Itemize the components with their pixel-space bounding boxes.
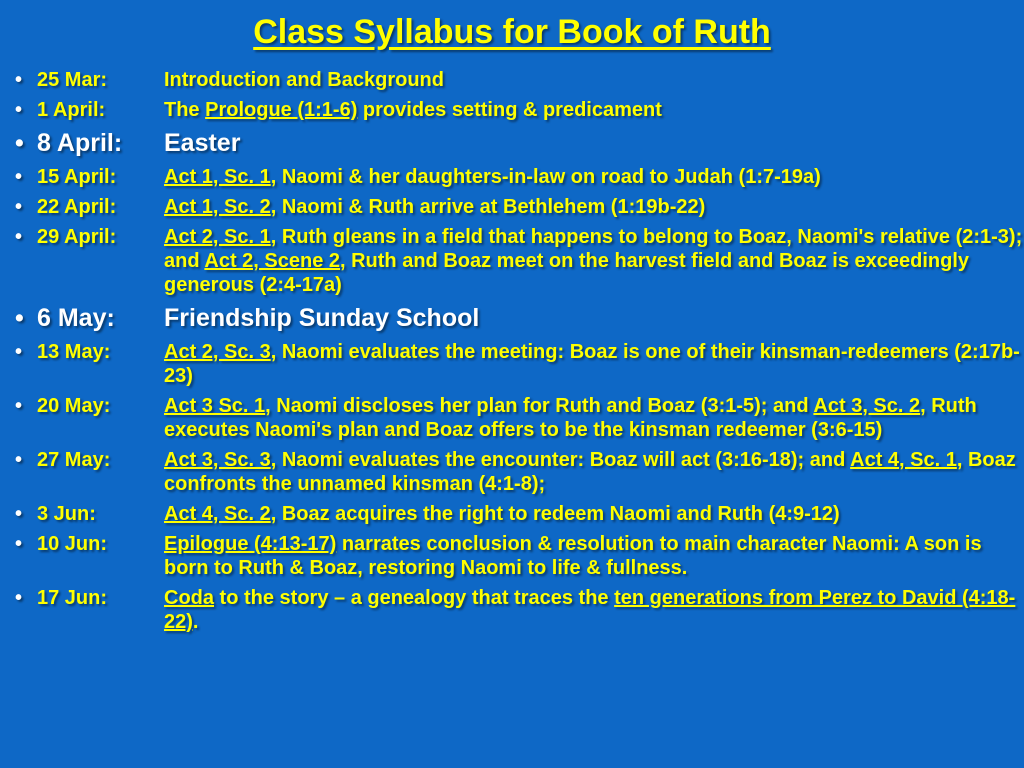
description-text: , Naomi & her daughters-in-law on road to Judah (1:7-19a) [270, 166, 821, 188]
syllabus-description [164, 502, 1024, 526]
description-text: , Ruth and Boaz meet on the harvest field and Boaz is exceedingly generous (2:4-17a) [164, 250, 970, 296]
syllabus-item [0, 532, 1024, 580]
description-text: Friendship Sunday School [164, 304, 480, 332]
syllabus-description [164, 303, 1024, 334]
bullet-icon: • [15, 587, 23, 609]
syllabus-date: 29 April: [37, 226, 117, 248]
description-text: narrates conclusion & resolution to main character Naomi: A son is born to Ruth & Boaz, restoring Naomi to life & fullness. [164, 533, 982, 579]
syllabus-item [0, 448, 1024, 496]
passage-reference: Act 4, Sc. 2 [164, 503, 271, 525]
passage-reference: Act 2, Sc. 1 [164, 226, 271, 248]
passage-reference: Act 3, Sc. 2 [813, 395, 921, 417]
syllabus-description [164, 225, 1024, 297]
description-text: , Naomi evaluates the encounter: Boaz will act (3:16-18); and [270, 449, 851, 471]
passage-reference: Act 4, Sc. 1 [850, 449, 957, 471]
passage-reference: Act 2, Sc. 3 [164, 341, 271, 363]
syllabus-item [0, 195, 1024, 219]
syllabus-description [164, 98, 1024, 122]
syllabus-date: 13 May: [37, 341, 111, 363]
description-text: provides setting & predicament [357, 99, 662, 121]
syllabus-description [164, 165, 1024, 189]
description-text: The [164, 99, 206, 121]
syllabus-item [0, 394, 1024, 442]
description-text: . [192, 611, 199, 633]
passage-reference: Act 3, Sc. 3 [164, 449, 271, 471]
syllabus-description [164, 586, 1024, 634]
bullet-icon: • [15, 166, 23, 188]
bullet-icon: • [15, 196, 23, 218]
bullet-icon: • [15, 304, 24, 332]
syllabus-description [164, 394, 1024, 442]
syllabus-item [0, 68, 1024, 92]
description-text: Introduction and Background [164, 69, 444, 91]
syllabus-description [164, 340, 1024, 388]
syllabus-item [0, 165, 1024, 189]
syllabus-description [164, 128, 1024, 159]
description-text: , Naomi discloses her plan for Ruth and Boaz (3:1-5); and [265, 395, 814, 417]
passage-reference: Coda [164, 587, 214, 609]
bullet-icon: • [15, 395, 23, 417]
syllabus-description [164, 448, 1024, 496]
passage-reference: Act 1, Sc. 1 [164, 166, 271, 188]
passage-reference: Act 3 Sc. 1 [164, 395, 266, 417]
syllabus-item [0, 340, 1024, 388]
syllabus-date: 6 May: [37, 304, 115, 332]
syllabus-date: 27 May: [37, 449, 111, 471]
description-text: , Boaz confronts the unnamed kinsman (4:1-8); [164, 449, 1016, 495]
description-text: , Ruth gleans in a field that happens to belong to Boaz, Naomi's relative (2:1-3); and [164, 226, 1023, 272]
syllabus-date: 15 April: [37, 166, 117, 188]
syllabus-date: 1 April: [37, 99, 106, 121]
syllabus-description [164, 195, 1024, 219]
syllabus-description [164, 68, 1024, 92]
description-text: , Naomi evaluates the meeting: Boaz is one of their kinsman-redeemers (2:17b-23) [164, 341, 1020, 387]
bullet-icon: • [15, 69, 23, 91]
bullet-icon: • [15, 129, 24, 157]
bullet-icon: • [15, 99, 23, 121]
description-text: , Boaz acquires the right to redeem Naomi and Ruth (4:9-12) [270, 503, 840, 525]
syllabus-item [0, 225, 1024, 297]
bullet-icon: • [15, 503, 23, 525]
syllabus-date: 22 April: [37, 196, 117, 218]
passage-reference: Epilogue (4:13-17) [164, 533, 337, 555]
syllabus-date: 20 May: [37, 395, 111, 417]
passage-reference: Act 2, Scene 2 [204, 250, 340, 272]
passage-reference: Act 1, Sc. 2 [164, 196, 271, 218]
description-text: , Naomi & Ruth arrive at Bethlehem (1:19b-22) [270, 196, 706, 218]
bullet-icon: • [15, 226, 23, 248]
syllabus-item [0, 502, 1024, 526]
bullet-icon: • [15, 341, 23, 363]
syllabus-item [0, 98, 1024, 122]
bullet-icon: • [15, 533, 23, 555]
syllabus-date: 10 Jun: [37, 533, 108, 555]
syllabus-item [0, 586, 1024, 634]
description-text: , Ruth executes Naomi's plan and Boaz offers to be the kinsman redeemer (3:6-15) [164, 395, 977, 441]
syllabus-date: 3 Jun: [37, 503, 96, 525]
description-text: Easter [164, 129, 241, 157]
bullet-icon: • [15, 449, 23, 471]
syllabus-date: 25 Mar: [37, 69, 108, 91]
passage-reference: ten generations from Perez to David (4:18-22) [164, 587, 1016, 633]
syllabus-date: 8 April: [37, 129, 123, 157]
syllabus-item [0, 128, 1024, 159]
syllabus-description [164, 532, 1024, 580]
syllabus-date: 17 Jun: [37, 587, 108, 609]
description-text: to the story – a genealogy that traces the [214, 587, 615, 609]
syllabus-item [0, 303, 1024, 334]
slide-title: Class Syllabus for Book of Ruth [253, 13, 771, 51]
syllabus-list [0, 68, 1024, 634]
passage-reference: Prologue (1:1-6) [205, 99, 358, 121]
